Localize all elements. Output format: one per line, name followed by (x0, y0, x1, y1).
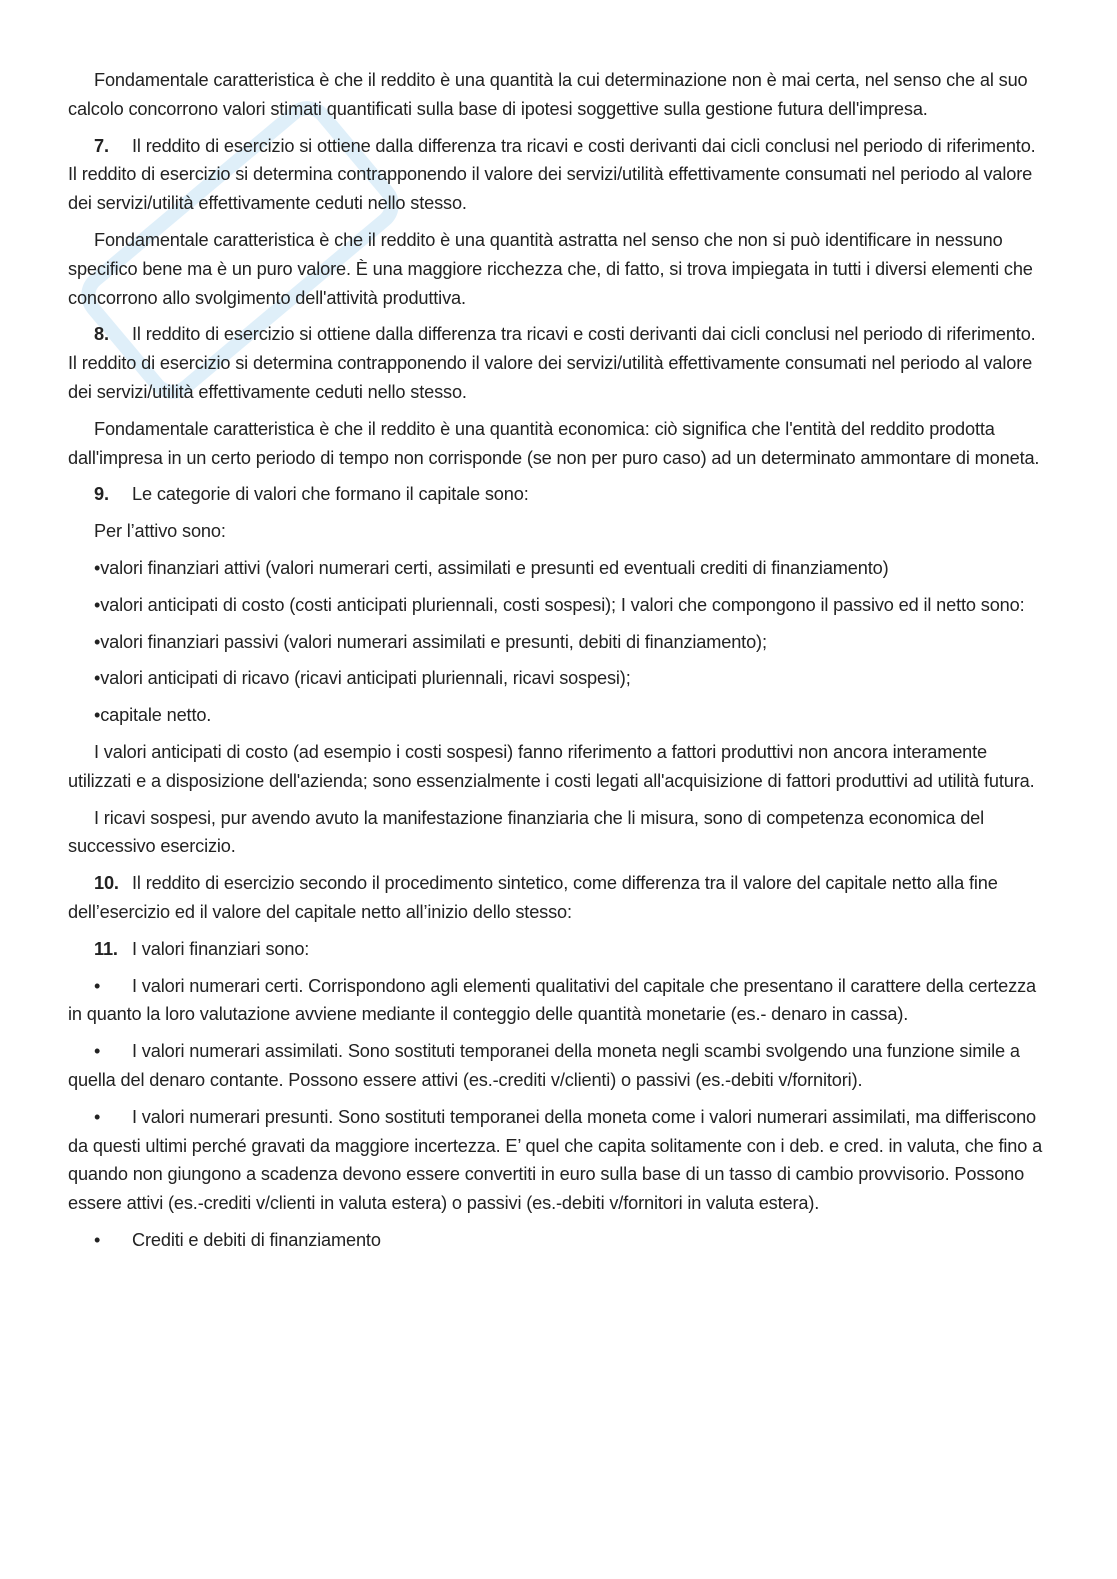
bullet-paragraph (68, 1037, 1044, 1095)
paragraph-text: •valori anticipati di costo (costi anticipati pluriennali, costi sospesi); I valori che compongono il passivo ed il netto sono: (94, 594, 1025, 615)
bullet-paragraph (68, 972, 1044, 1030)
numbered-paragraph (68, 869, 1044, 927)
bullet-marker: • (94, 1041, 101, 1062)
paragraph-text: Il reddito di esercizio si ottiene dalla differenza tra ricavi e costi derivanti dai cicli conclusi nel periodo di riferimento. Il reddito di esercizio si determina contrapponendo il valore dei servizi/utilità effettivamente consumati nel periodo al valore dei servizi/utilità effettivamente ceduti nello stesso. (68, 135, 1036, 214)
paragraph (68, 804, 1044, 862)
paragraph-text: •valori finanziari attivi (valori numerari certi, assimilati e presunti ed eventuali crediti di finanziamento) (94, 557, 889, 578)
paragraph (68, 738, 1044, 796)
paragraph (68, 554, 1044, 583)
paragraph-text: Crediti e debiti di finanziamento (132, 1229, 381, 1250)
paragraph-text: Fondamentale caratteristica è che il reddito è una quantità economica: ciò significa che l'entità del reddito prodotta dall'impresa in un certo periodo di tempo non corrisponde (se non per puro caso) ad un determinato ammontare di moneta. (68, 418, 1040, 468)
paragraph-text: I valori numerari presunti. Sono sostituti temporanei della moneta come i valori numerari assimilati, ma differiscono da questi ultimi perché gravati da maggiore incertezza. E’ quel che capita solitamente con i deb. e cred. in valuta, che fino a quando non giungono a scadenza devono essere convertiti in euro sulla base di un tasso di cambio provvisorio. Possono essere attivi (es.-crediti v/clienti in valuta estera) o passivi (es.-debiti v/fornitori in valuta estera). (68, 1106, 1043, 1214)
document-page (68, 66, 1044, 1263)
paragraph (68, 66, 1044, 124)
paragraph-text: Le categorie di valori che formano il capitale sono: (132, 484, 529, 505)
bullet-marker: • (94, 1229, 101, 1250)
paragraph-text: Per l’attivo sono: (94, 521, 226, 542)
paragraph-text: Fondamentale caratteristica è che il reddito è una quantità la cui determinazione non è mai certa, nel senso che al suo calcolo concorrono valori stimati quantificati sulla base di ipotesi soggettive sulla gestione futura dell'impresa. (68, 70, 1028, 119)
paragraph-text: Il reddito di esercizio secondo il procedimento sintetico, come differenza tra il valore del capitale netto alla fine dell’esercizio ed il valore del capitale netto all’inizio dello stesso: (68, 873, 998, 922)
paragraph-text: I valori finanziari sono: (132, 938, 310, 959)
paragraph (68, 591, 1044, 620)
paragraph (68, 415, 1044, 473)
item-number: 11. (94, 938, 118, 959)
numbered-paragraph (68, 132, 1044, 218)
paragraph (68, 517, 1044, 546)
paragraph-text: Fondamentale caratteristica è che il reddito è una quantità astratta nel senso che non si può identificare in nessuno specifico bene ma è un puro valore. È una maggiore ricchezza che, di fatto, si trova impiegata in tutti i diversi elementi che concorrono allo svolgimento dell'attività produttiva. (68, 229, 1033, 308)
numbered-paragraph (68, 480, 1044, 509)
bullet-paragraph (68, 1226, 1044, 1255)
paragraph-text: I valori numerari assimilati. Sono sostituti temporanei della moneta negli scambi svolgendo una funzione simile a quella del denaro contante. Possono essere attivi (es.-crediti v/clienti) o passivi (es.-debiti v/fornitori). (68, 1041, 1020, 1090)
paragraph-text: •capitale netto. (94, 705, 212, 726)
numbered-paragraph (68, 320, 1044, 406)
paragraph-text: •valori finanziari passivi (valori numerari assimilati e presunti, debiti di finanziamento); (94, 631, 767, 652)
bullet-marker: • (94, 1106, 101, 1127)
item-number: 8. (94, 324, 109, 345)
paragraph (68, 701, 1044, 730)
paragraph-text: Il reddito di esercizio si ottiene dalla differenza tra ricavi e costi derivanti dai cicli conclusi nel periodo di riferimento. Il reddito di esercizio si determina contrapponendo il valore dei servizi/utilità effettivamente consumati nel periodo al valore dei servizi/utilità effettivamente ceduti nello stesso. (68, 324, 1036, 402)
numbered-paragraph (68, 935, 1044, 964)
item-number: 10. (94, 873, 119, 894)
paragraph-text: I valori anticipati di costo (ad esempio i costi sospesi) fanno riferimento a fattori produttivi non ancora interamente utilizzati e a disposizione dell'azienda; sono essenzialmente i costi legati all'acquisizione di fattori produttivi ad utilità futura. (68, 741, 1035, 791)
item-number: 9. (94, 484, 109, 505)
paragraph (68, 664, 1044, 693)
item-number: 7. (94, 135, 109, 156)
bullet-marker: • (94, 975, 101, 996)
bullet-paragraph (68, 1103, 1044, 1218)
paragraph-text: •valori anticipati di ricavo (ricavi anticipati pluriennali, ricavi sospesi); (94, 668, 631, 689)
paragraph-text: I valori numerari certi. Corrispondono agli elementi qualitativi del capitale che presentano il carattere della certezza in quanto la loro valutazione avviene mediante il conteggio delle quantità monetarie (es.- denaro in cassa). (68, 975, 1036, 1025)
paragraph (68, 628, 1044, 657)
paragraph-text: I ricavi sospesi, pur avendo avuto la manifestazione finanziaria che li misura, sono di competenza economica del successivo esercizio. (68, 807, 985, 857)
paragraph (68, 226, 1044, 312)
